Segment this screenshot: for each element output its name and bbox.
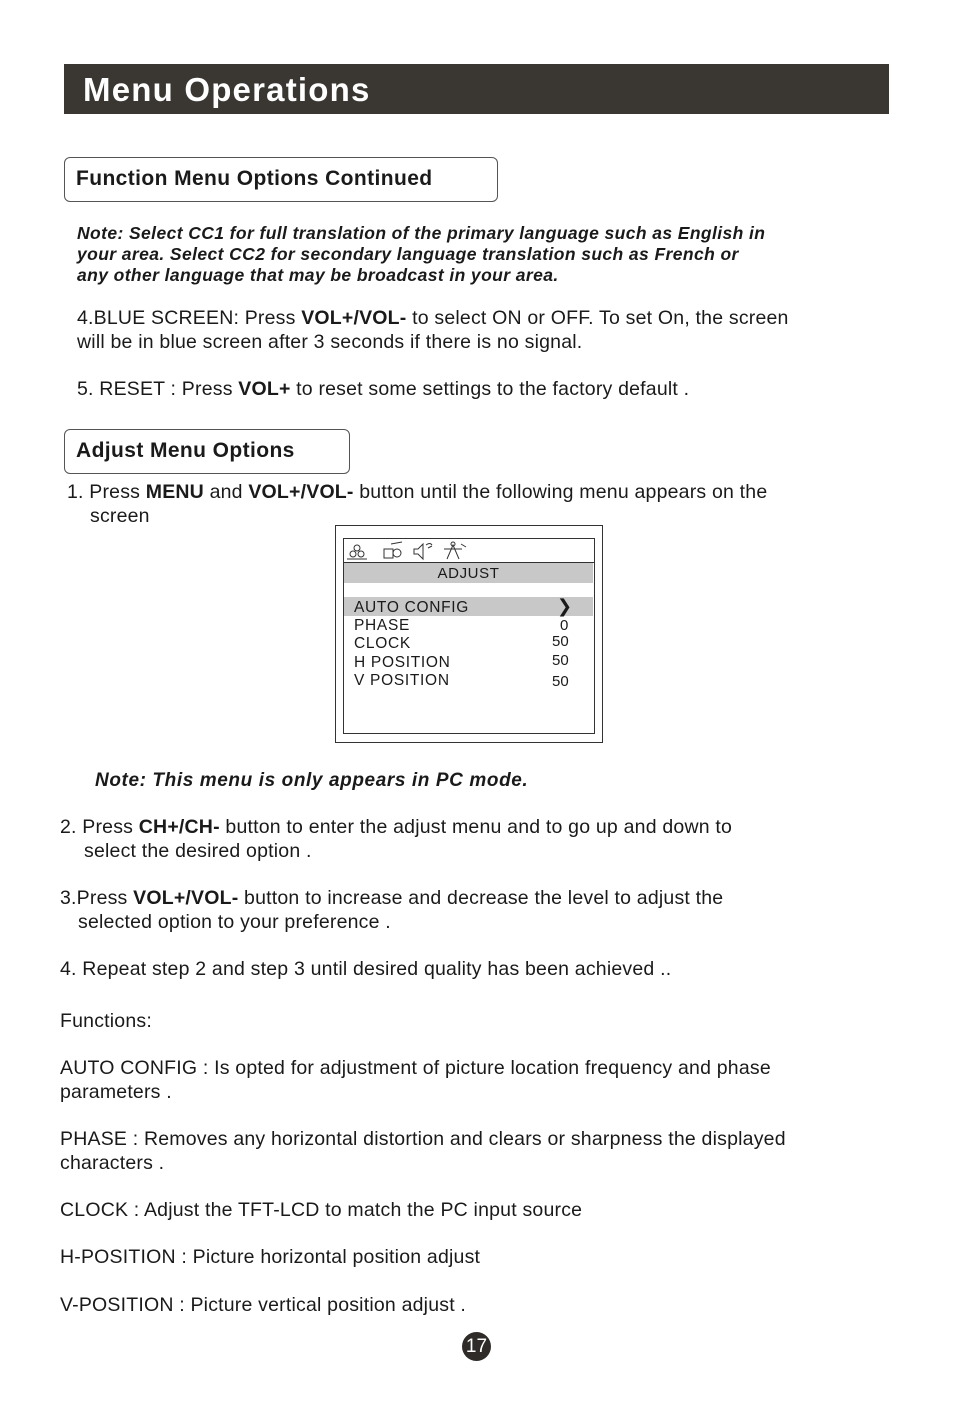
functions-heading: Functions: (60, 1010, 152, 1032)
page-number: 17 (465, 1336, 488, 1357)
menu-value-clock: 50 (552, 633, 569, 650)
function-phase (60, 1127, 786, 1175)
menu-item-auto-config[interactable]: AUTO CONFIG (354, 599, 470, 616)
text: characters . (60, 1152, 165, 1174)
section-heading-text: Function Menu Options Continued (76, 167, 433, 190)
section-heading-text: Adjust Menu Options (76, 439, 295, 462)
text: and (203, 481, 249, 503)
color-icon (384, 542, 402, 558)
picture-icon (347, 545, 367, 559)
title-bar (64, 64, 889, 114)
text: 1. Press (67, 481, 146, 503)
key-label: VOL+/VOL- (248, 481, 354, 503)
menu-item-phase[interactable]: PHASE (354, 617, 411, 634)
key-label: VOL+/VOL- (301, 307, 407, 329)
cc-note-line: your area. Select CC2 for secondary language translation such as French or (77, 244, 739, 264)
step-4: 4. Repeat step 2 and step 3 until desired quality has been achieved .. (60, 958, 672, 980)
menu-header (344, 563, 593, 583)
step-2 (60, 815, 732, 863)
key-label: MENU (145, 481, 204, 503)
page-title: Menu Operations (83, 71, 371, 108)
page-number-badge (462, 1332, 491, 1361)
function-v-position: V-POSITION : Picture vertical position adjust . (60, 1294, 467, 1316)
pc-mode-note: Note: This menu is only appears in PC mode. (95, 770, 529, 791)
key-label: VOL+/VOL- (133, 887, 239, 909)
menu-value-phase: 0 (560, 617, 569, 634)
text: selected option to your preference . (78, 911, 391, 933)
menu-icons (344, 539, 594, 562)
function-clock: CLOCK : Adjust the TFT-LCD to match the PC input source (60, 1199, 583, 1221)
text: to select ON or OFF. To set On, the screen (406, 307, 789, 329)
text: 3.Press (60, 887, 134, 909)
function-icon (444, 542, 466, 559)
text: button until the following menu appears on the (353, 481, 768, 503)
section-heading-adjust-menu (64, 429, 350, 474)
text: select the desired option . (84, 840, 312, 862)
cc-note-line: Note: Select CC1 for full translation of the primary language such as English in (77, 223, 766, 243)
speaker-icon (414, 544, 432, 560)
function-h-position: H-POSITION : Picture horizontal position adjust (60, 1246, 481, 1268)
key-label: CH+/CH- (138, 816, 220, 838)
cc-note-line: any other language that may be broadcast in your area. (77, 265, 559, 285)
text: will be in blue screen after 3 seconds if there is no signal. (77, 331, 583, 353)
text: screen (90, 505, 150, 527)
text: AUTO CONFIG : Is opted for adjustment of picture location frequency and phase (60, 1057, 771, 1079)
menu-header-label: ADJUST (437, 565, 500, 582)
text: button to increase and decrease the level to adjust the (238, 887, 724, 909)
text: 5. RESET : Press (77, 378, 239, 400)
blue-screen-instruction (77, 306, 789, 354)
menu-value-v-position: 50 (552, 673, 569, 690)
text: 4.BLUE SCREEN: Press (77, 307, 302, 329)
text: PHASE : Removes any horizontal distortion and clears or sharpness the displayed (60, 1128, 786, 1150)
menu-item-v-position[interactable]: V POSITION (354, 672, 450, 689)
text: parameters . (60, 1081, 172, 1103)
text: button to enter the adjust menu and to go up and down to (219, 816, 733, 838)
text: to reset some settings to the factory default . (290, 378, 690, 400)
menu-icon-bar (343, 538, 595, 563)
key-label: VOL+ (238, 378, 291, 400)
step-1 (67, 480, 767, 528)
menu-item-clock[interactable]: CLOCK (354, 635, 411, 652)
chevron-right-icon: ❯ (557, 596, 573, 616)
text: 2. Press (60, 816, 139, 838)
step-3 (60, 886, 723, 934)
menu-item-h-position[interactable]: H POSITION (354, 654, 451, 671)
section-heading-function-menu (64, 157, 498, 202)
reset-instruction (77, 377, 689, 401)
function-auto-config (60, 1056, 771, 1104)
cc-note (77, 223, 765, 286)
menu-value-h-position: 50 (552, 652, 569, 669)
